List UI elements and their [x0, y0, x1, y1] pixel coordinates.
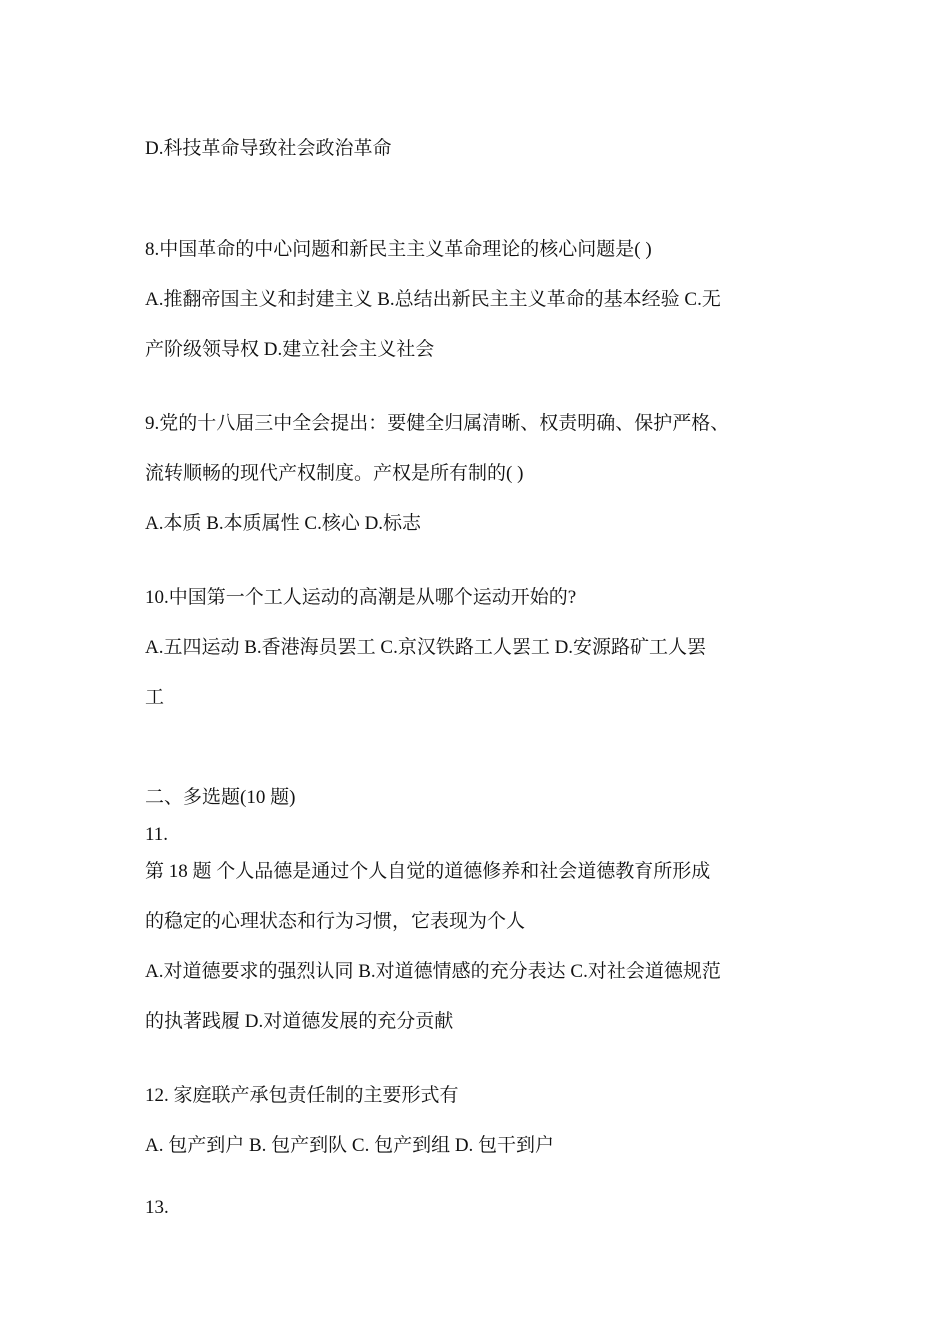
q10-options-line1: A.五四运动 B.香港海员罢工 C.京汉铁路工人罢工 D.安源路矿工人罢: [145, 637, 707, 658]
q8-question: 8.中国革命的中心问题和新民主主义革命理论的核心问题是( ): [145, 239, 652, 260]
q13-number: 13.: [145, 1197, 169, 1218]
section-heading: 二、多选题(10 题): [145, 787, 296, 808]
q11-number: 11.: [145, 824, 169, 845]
q11-options-line1: A.对道德要求的强烈认同 B.对道德情感的充分表达 C.对社会道德规范: [145, 961, 721, 982]
q9-question-line2: 流转顺畅的现代产权制度。产权是所有制的( ): [145, 463, 524, 484]
q11-options-line2: 的执著践履 D.对道德发展的充分贡献: [145, 1011, 454, 1032]
q8-options-line2: 产阶级领导权 D.建立社会主义社会: [145, 339, 435, 360]
q12-question: 12. 家庭联产承包责任制的主要形式有: [145, 1085, 459, 1106]
q11-question-line2: 的稳定的心理状态和行为习惯，它表现为个人: [145, 911, 526, 932]
q8-options-line1: A.推翻帝国主义和封建主义 B.总结出新民主主义革命的基本经验 C.无: [145, 289, 721, 310]
q9-options: A.本质 B.本质属性 C.核心 D.标志: [145, 513, 422, 534]
q12-options: A. 包产到户 B. 包产到队 C. 包产到组 D. 包干到户: [145, 1135, 555, 1156]
q7-option-d: D.科技革命导致社会政治革命: [145, 138, 392, 159]
q11-question-line1: 第 18 题 个人品德是通过个人自觉的道德修养和社会道德教育所形成: [145, 861, 711, 882]
q9-question-line1: 9.党的十八届三中全会提出：要健全归属清晰、权责明确、保护严格、: [145, 413, 730, 434]
q10-question: 10.中国第一个工人运动的高潮是从哪个运动开始的?: [145, 587, 577, 608]
q10-options-line2: 工: [145, 687, 165, 708]
